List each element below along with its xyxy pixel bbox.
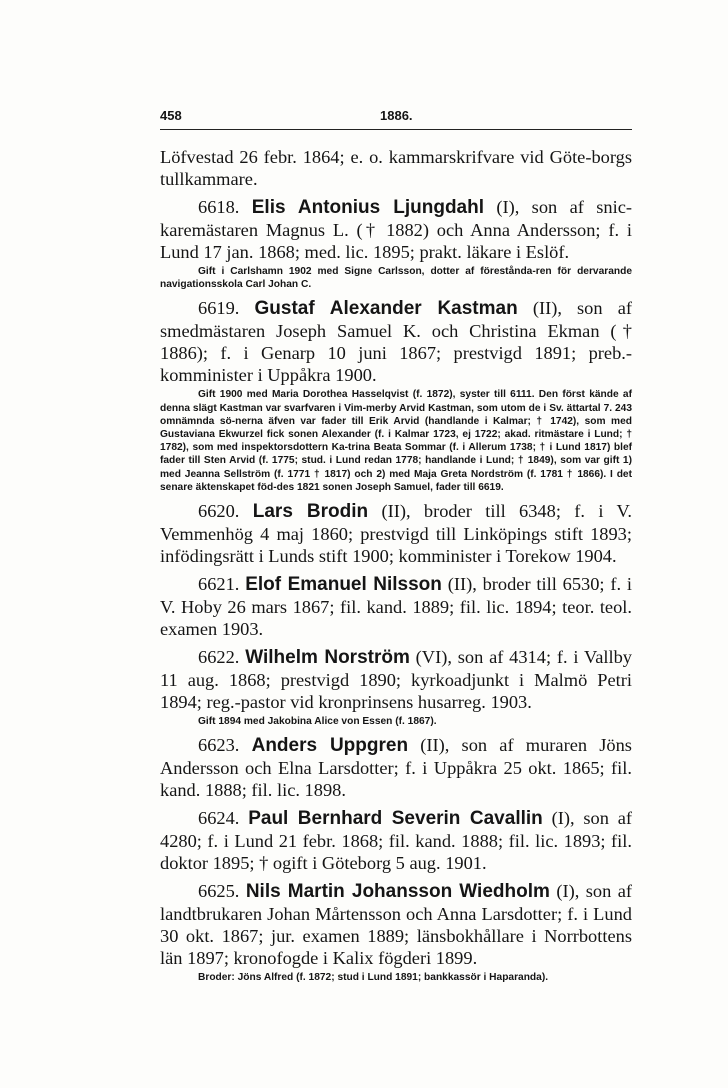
entry-number: 6624.	[198, 808, 240, 829]
entry-6625	[160, 880, 632, 969]
entry-number: 6619.	[198, 298, 240, 319]
entry-note: Broder: Jöns Alfred (f. 1872; stud i Lund 1891; bankkassör i Haparanda).	[198, 972, 549, 984]
entry-text: (II), broder till 6530; f. i V. Hoby 26 mars 1867; fil. kand. 1889; fil. lic. 1894; teor. teol. examen 1903.	[160, 574, 632, 640]
entry-name: Lars Brodin	[252, 501, 369, 523]
register-entries	[160, 146, 632, 984]
entry-name: Elof Emanuel Nilsson	[245, 574, 442, 596]
page-number: 458	[160, 108, 182, 123]
entry-6622	[160, 646, 632, 713]
entry-note: Gift i Carlshamn 1902 med Signe Carlsson, dotter af förestånda-ren för dervarande navigationsskola Carl Johan C.	[160, 266, 632, 291]
entry-text: (II), son af smedmästaren Joseph Samuel K. och Christina Ekman († 1886); f. i Genarp 10 juni 1867; prestvigd 1891; preb.-komminister i Uppåkra 1900.	[160, 298, 632, 386]
entry-6623	[160, 734, 632, 801]
entry-number: 6620.	[198, 501, 240, 522]
entry-6620	[160, 500, 632, 567]
entry-number: 6618.	[198, 197, 240, 217]
entry-name: Elis Antonius Ljungdahl	[251, 197, 484, 218]
entry-number: 6621.	[198, 574, 240, 595]
entry-text: (II), son af muraren Jöns Andersson och Elna Larsdotter; f. i Uppåkra 25 okt. 1865; fil. kand. 1888; fil. lic. 1898.	[160, 735, 632, 801]
entry-number: 6625.	[198, 881, 240, 902]
entry-text: (VI), son af 4314; f. i Vallby 11 aug. 1868; prestvigd 1890; kyrkoadjunkt i Malmö Petri 1894; reg.-pastor vid kronprinsens husarreg. 1903.	[160, 647, 632, 713]
entry-text: (I), son af snic-karemästaren Magnus L. († 1882) och Anna Andersson; f. i Lund 17 jan. 1868; med. lic. 1895; prakt. läkare i Eslöf.	[160, 197, 632, 262]
entry-6618	[160, 196, 632, 263]
entry-name: Nils Martin Johansson Wiedholm	[245, 881, 550, 903]
entry-number: 6623.	[198, 735, 240, 756]
entry-name: Wilhelm Norström	[245, 647, 410, 669]
entry-continuation: Löfvestad 26 febr. 1864; e. o. kammarskrifvare vid Göte-borgs tullkammare.	[160, 147, 632, 189]
entry-text: (II), broder till 6348; f. i V. Vemmenhög 4 maj 1860; prestvigd till Linköpings stift 1893; infödingsrätt i Lunds stift 1900; komminister i Torekow 1904.	[160, 501, 632, 567]
entry-name: Gustaf Alexander Kastman	[254, 298, 518, 320]
header-rule	[160, 129, 632, 130]
entry-name: Anders Uppgren	[251, 735, 409, 757]
entry-note: Gift 1894 med Jakobina Alice von Essen (f. 1867).	[198, 716, 437, 728]
running-head-year: 1886.	[380, 108, 413, 123]
entry-6619	[160, 297, 632, 386]
entry-text: (I), son af 4280; f. i Lund 21 febr. 1868; fil. kand. 1888; fil. lic. 1893; fil. doktor 1895; † ogift i Göteborg 5 aug. 1901.	[160, 808, 632, 874]
entry-note: Gift 1900 med Maria Dorothea Hasselqvist (f. 1872), syster till 6111. Den först kände af denna slägt Kastman var svarfvaren i Vim-merby Arvid Kastman, som utom de i Sv. ättartal 7. 243 omnämnda sö-nerna äfven var fader till Erik Arvid (handlande i Kalmar; † 1742), som med Gustaviana Ekwurzel fick sonen Alexander (f. i Kalmar 1723, ej 1722; akad. ritmästare i Lund; † 1782), som med inspektorsdottern Ka-trina Beata Sommar (f. i Allerum 1738; † i Lund 1817) blef fader till Sten Arvid (f. 1775; stud. i Lund redan 1778; handlande i Lund; † 1849), som var gift 1) med Jeanna Sellström (f. 1771 † 1817) och 2) med Maja Greta Nordström (f. 1781 † 1866). I det senare äktenskapet föd-des 1821 sonen Joseph Samuel, fader till 6619.	[160, 389, 632, 493]
entry-name: Paul Bernhard Severin Cavallin	[248, 808, 543, 830]
entry-6621	[160, 573, 632, 640]
entry-text: (I), son af landtbrukaren Johan Mårtensson och Anna Larsdotter; f. i Lund 30 okt. 1867; jur. examen 1889; länsbokhållare i Norrbottens län 1897; kronofogde i Kalix fögderi 1899.	[160, 881, 632, 969]
entry-number: 6622.	[198, 647, 240, 668]
entry-6624	[160, 807, 632, 874]
